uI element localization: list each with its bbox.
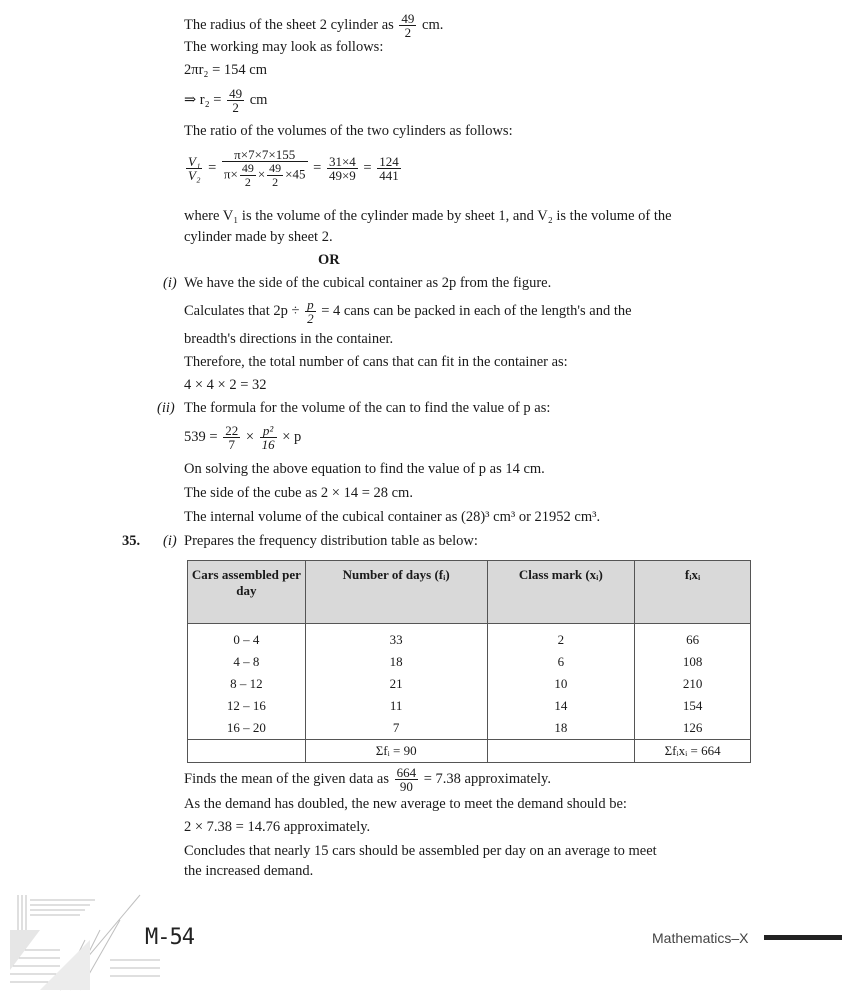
page-number: M-54 (145, 925, 194, 950)
text-line (184, 298, 632, 325)
denominator: 7 (228, 437, 235, 452)
text-line: We have the side of the cubical container as 2p from the figure. (184, 275, 552, 291)
table-cell: Σfᵢxᵢ = 664 (635, 740, 751, 763)
fraction (267, 162, 283, 189)
table-total-row (188, 740, 751, 763)
text-line (184, 766, 551, 793)
fraction (377, 155, 401, 182)
text-line: As the demand has doubled, the new average to meet the demand should be: (184, 796, 627, 812)
text-line: Concludes that nearly 15 cars should be assembled per day on an average to meet (184, 843, 657, 859)
table-cell: 16 – 20 (188, 717, 306, 740)
numerator: 49 (229, 86, 243, 101)
table-cell: 0 – 4 (188, 624, 306, 652)
text-segment: × p (282, 429, 302, 445)
question-number: 35. (122, 533, 141, 549)
fraction (260, 424, 277, 451)
text-segment: ×45 (285, 166, 306, 182)
table-cell: 210 (635, 673, 751, 695)
equation: 2 × 7.38 = 14.76 approximately. (184, 819, 371, 835)
text-line: The ratio of the volumes of the two cylinders as follows: (184, 123, 513, 139)
table-cell: 21 (305, 673, 487, 695)
text-line: The formula for the volume of the can to find the value of p as: (184, 400, 551, 416)
text-line: the increased demand. (184, 863, 314, 879)
subject-label: Mathematics–X (652, 930, 749, 946)
numerator: π×7×7×155 (222, 148, 308, 162)
table-header: Number of days (fᵢ) (305, 561, 487, 624)
text-segment: = 4 cans can be packed in each of the length's and the (321, 302, 632, 319)
text-line: Therefore, the total number of cans that can fit in the container as: (184, 354, 568, 370)
text-line: On solving the above equation to find the value of p as 14 cm. (184, 461, 545, 477)
text-segment: The radius of the sheet 2 cylinder as (184, 16, 394, 33)
table-row (188, 673, 751, 695)
text-segment: cm (249, 91, 268, 108)
fraction (222, 148, 308, 189)
table-header-row (188, 561, 751, 624)
fraction (223, 424, 240, 451)
text-line: Prepares the frequency distribution table as below: (184, 533, 478, 549)
numerator: 664 (396, 765, 417, 780)
table-cell: 18 (305, 651, 487, 673)
fraction (305, 298, 316, 325)
footer-bar (764, 935, 842, 940)
denominator: 49×9 (328, 168, 356, 183)
text-segment: ⇒ r₂ = (184, 91, 222, 108)
table-cell: 8 – 12 (188, 673, 306, 695)
or-heading: OR (318, 252, 340, 268)
equation: 4 × 4 × 2 = 32 (184, 377, 267, 393)
numerator: p (307, 297, 314, 312)
table-cell (487, 740, 635, 763)
numerator: 22 (225, 423, 239, 438)
table-cell: 108 (635, 651, 751, 673)
equation: 2πr₂ = 154 cm (184, 62, 267, 78)
table-cell: 7 (305, 717, 487, 740)
table-cell: 154 (635, 695, 751, 717)
table-cell: 18 (487, 717, 635, 740)
denominator: 2 (404, 25, 412, 40)
table-cell (188, 740, 306, 763)
ratio-equation: $\frac{\text{V₁}}{\text{V₂}}$ = π×7×7×155 π× $\frac{49}{2}$ × $\frac{49}{2}$ ×45 = $\frac{31\times 4}{49\times 9}$ = $\frac{124}{441}$ (188, 147, 399, 189)
table-row (188, 695, 751, 717)
text-line: The internal volume of the cubical container as (28)³ cm³ or 21952 cm³. (184, 509, 601, 525)
part-label: (ii) (157, 400, 175, 416)
denominator: 441 (379, 168, 399, 183)
numerator: 31×4 (328, 154, 356, 169)
denominator: 2 (272, 175, 279, 189)
denominator: 2 (232, 100, 239, 115)
table-cell: 126 (635, 717, 751, 740)
table-row (188, 651, 751, 673)
denominator: 90 (399, 779, 413, 794)
text-line: where V₁ is the volume of the cylinder made by sheet 1, and V₂ is the volume of the (184, 208, 672, 224)
table-cell: Σfᵢ = 90 (305, 740, 487, 763)
table-cell: 4 – 8 (188, 651, 306, 673)
text-line (184, 12, 443, 39)
text-segment: 539 = (184, 429, 218, 445)
equation: 539 = $\frac{22}{7}$ × $\frac{\text{p²}}{16}$ × p (184, 423, 302, 452)
equation (184, 87, 267, 114)
table-cell: 33 (305, 624, 487, 652)
denominator: 16 (261, 437, 275, 452)
table-header: Class mark (xᵢ) (487, 561, 635, 624)
text-segment: Finds the mean of the given data as (184, 770, 389, 787)
numerator: 124 (379, 154, 399, 169)
table-cell: 66 (635, 624, 751, 652)
denominator: V₂ (188, 168, 201, 183)
table-cell: 12 – 16 (188, 695, 306, 717)
table-header: fᵢxᵢ (635, 561, 751, 624)
part-label: (i) (163, 533, 177, 549)
text-line: breadth's directions in the container. (184, 331, 394, 347)
fraction (327, 155, 358, 182)
table-cell: 10 (487, 673, 635, 695)
fraction (186, 155, 202, 182)
numerator: p² (260, 424, 277, 438)
table-cell: 14 (487, 695, 635, 717)
numerator: 49 (241, 161, 254, 175)
text-line: The working may look as follows: (184, 39, 384, 55)
numerator: 49 (269, 161, 282, 175)
denominator: 2 (307, 311, 314, 326)
table-row (188, 624, 751, 652)
text-line: The side of the cube as 2 × 14 = 28 cm. (184, 485, 413, 501)
frequency-table (187, 560, 751, 763)
fraction (227, 87, 244, 114)
numerator: V₁ (188, 154, 201, 169)
text-line: cylinder made by sheet 2. (184, 229, 333, 245)
numerator: 49 (401, 11, 415, 26)
denominator: π× $\frac{49}{2}$ × $\frac{49}{2}$ ×45 (223, 161, 306, 189)
part-label: (i) (163, 275, 177, 291)
text-segment: Calculates that 2p ÷ (184, 302, 300, 319)
fraction (399, 12, 416, 39)
fraction (240, 162, 256, 189)
text-segment: = 7.38 approximately. (423, 770, 551, 787)
text-segment: cm. (422, 16, 444, 33)
table-cell: 2 (487, 624, 635, 652)
text-segment: π× (223, 166, 238, 182)
table-cell: 11 (305, 695, 487, 717)
table-row (188, 717, 751, 740)
fraction (395, 766, 419, 793)
denominator: 2 (244, 175, 251, 189)
table-cell: 6 (487, 651, 635, 673)
table-header: Cars assembled per day (188, 561, 306, 624)
